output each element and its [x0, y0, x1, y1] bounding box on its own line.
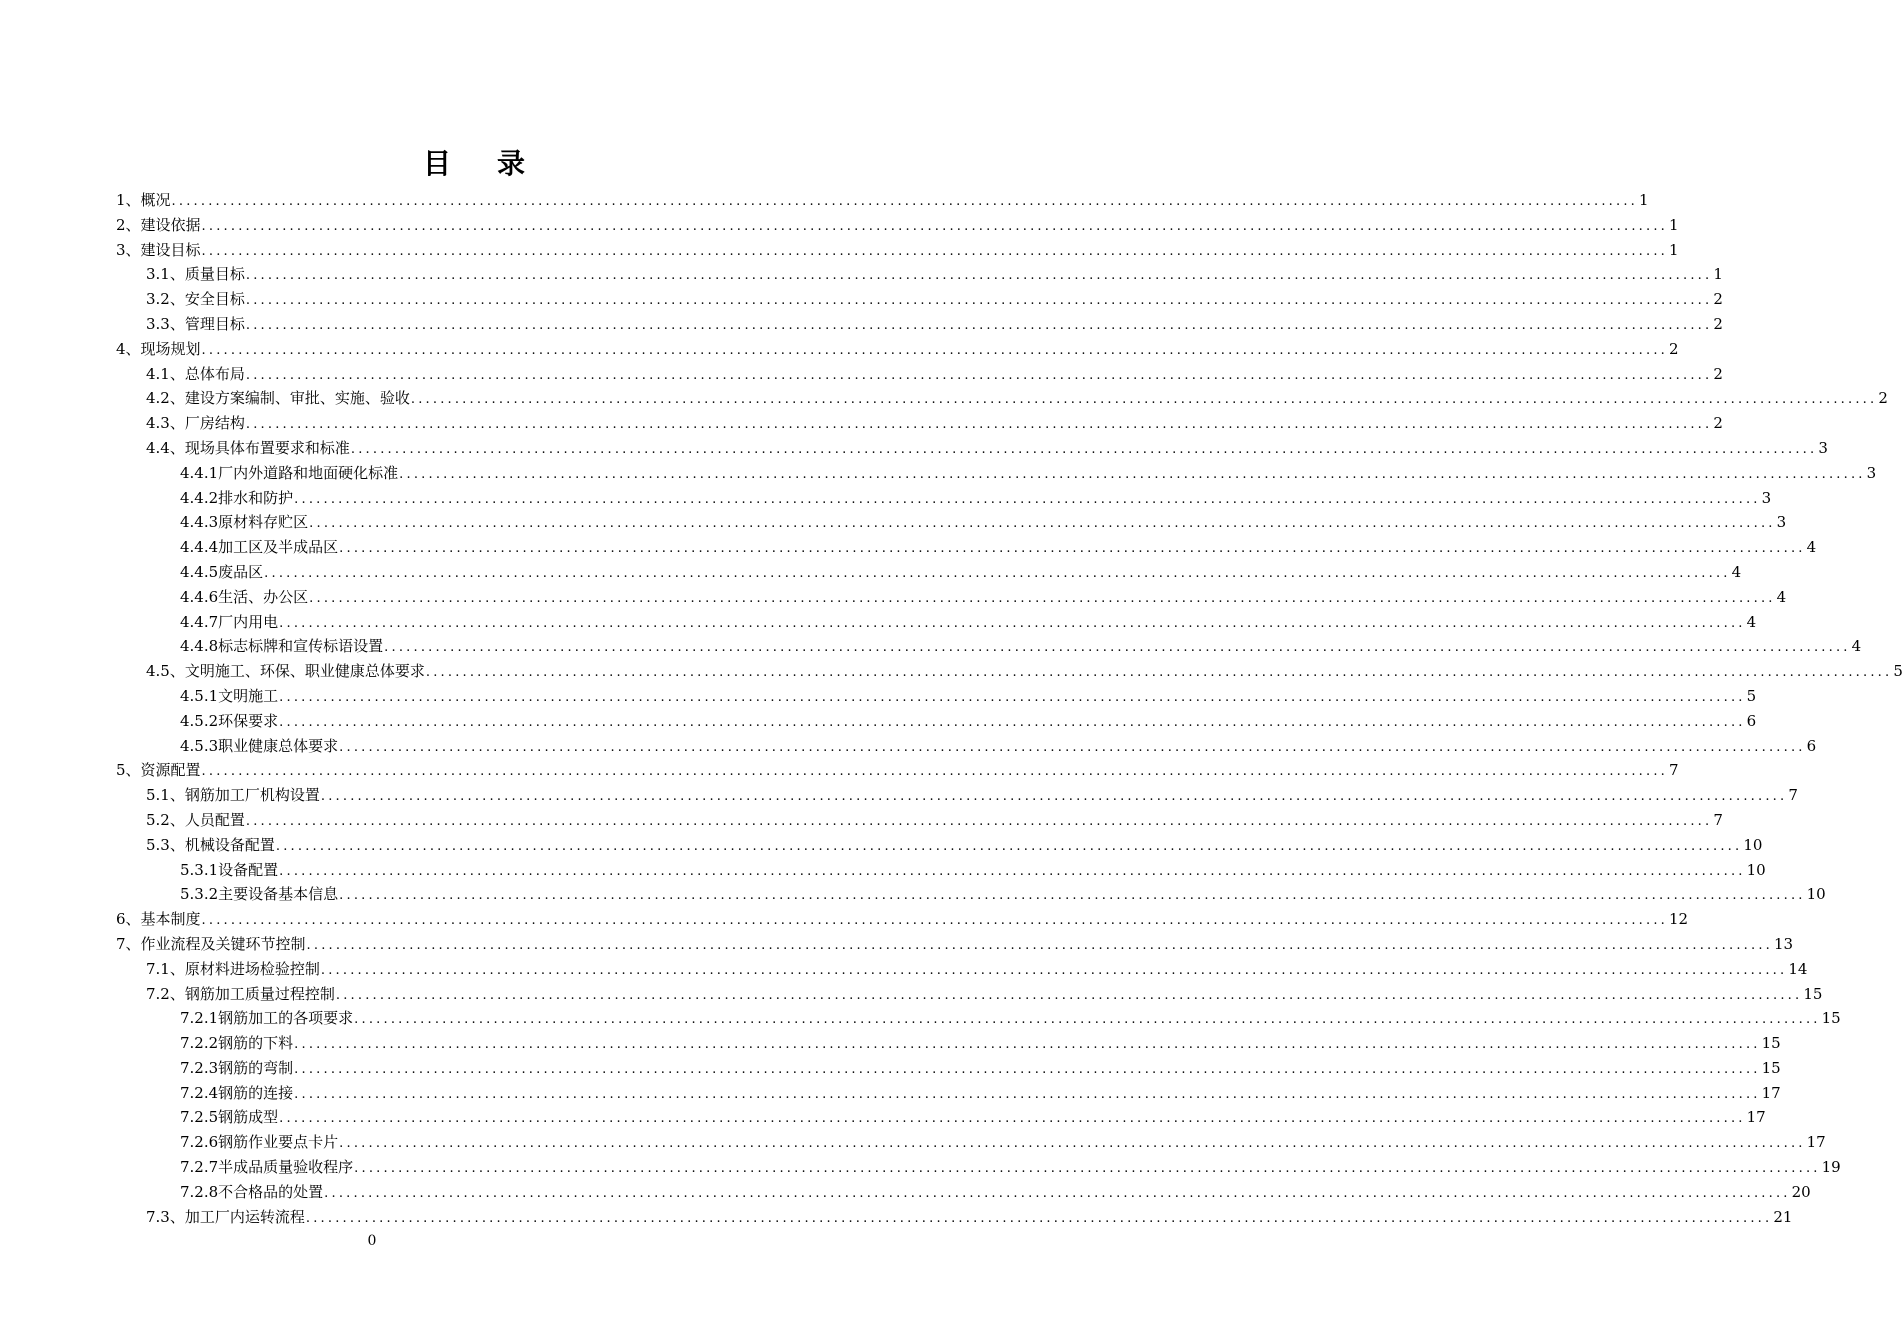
toc-entry-page: 2	[1878, 389, 1888, 408]
toc-entry-label: 2、建设依据	[116, 215, 201, 234]
toc-entry-label: 5、资源配置	[116, 761, 201, 780]
toc-entry-label: 4.4、现场具体布置要求和标准	[146, 438, 350, 457]
toc-entry-page: 7	[1713, 810, 1723, 829]
toc-dot-leader: ........................................................................................................................................................................................................	[339, 739, 1806, 755]
toc-entry-label: 3.3、管理目标	[146, 314, 245, 333]
toc-entry-label: 7.2.4钢筋的连接	[180, 1083, 294, 1102]
toc-entry[interactable]	[116, 238, 1679, 263]
toc-entry-label: 4.2、建设方案编制、审批、实施、验收	[146, 389, 410, 408]
toc-entry[interactable]	[116, 907, 1689, 932]
toc-entry-label: 4、现场规划	[116, 339, 201, 358]
toc-entry-label: 4.4.1厂内外道路和地面硬化标准	[180, 463, 399, 482]
toc-dot-leader: ........................................................................................................................................................................................................	[320, 962, 1788, 978]
toc-entry[interactable]	[116, 659, 1903, 684]
toc-entry-page: 15	[1821, 1009, 1841, 1028]
toc-entry[interactable]	[116, 684, 1757, 709]
toc-entry[interactable]	[116, 560, 1742, 585]
toc-entry-page: 6	[1746, 711, 1757, 730]
toc-entry-label: 7.2、钢筋加工质量过程控制	[146, 984, 335, 1003]
toc-entry-page: 15	[1803, 984, 1823, 1003]
toc-dot-leader: ........................................................................................................................................................................................................	[264, 565, 1731, 581]
toc-dot-leader: ........................................................................................................................................................................................................	[201, 342, 1669, 358]
toc-entry-page: 7	[1788, 786, 1798, 805]
toc-entry-label: 4.1、总体布局	[146, 364, 245, 383]
toc-entry[interactable]	[116, 510, 1787, 535]
toc-entry[interactable]	[116, 585, 1787, 610]
toc-entry-label: 4.3、厂房结构	[146, 414, 245, 433]
toc-dot-leader: ........................................................................................................................................................................................................	[245, 813, 1713, 829]
toc-entry-page: 17	[1806, 1133, 1826, 1152]
table-of-contents	[116, 188, 1903, 1229]
toc-entry-label: 5.1、钢筋加工厂机构设置	[146, 786, 320, 805]
toc-entry[interactable]	[116, 783, 1798, 808]
toc-entry-label: 3.2、安全目标	[146, 290, 245, 309]
toc-entry-page: 21	[1773, 1207, 1793, 1226]
toc-dot-leader: ........................................................................................................................................................................................................	[294, 1086, 1761, 1102]
toc-dot-leader: ........................................................................................................................................................................................................	[275, 838, 1743, 854]
page-title	[0, 146, 950, 182]
toc-entry-page: 17	[1746, 1108, 1766, 1127]
toc-entry[interactable]	[116, 833, 1763, 858]
toc-entry-label: 4.5.3职业健康总体要求	[180, 736, 339, 755]
toc-entry-label: 7.2.3钢筋的弯制	[180, 1058, 294, 1077]
toc-dot-leader: ........................................................................................................................................................................................................	[339, 541, 1806, 557]
toc-entry-label: 7.3、加工厂内运转流程	[146, 1207, 305, 1226]
title-char-right: 录	[497, 147, 528, 180]
toc-dot-leader: ........................................................................................................................................................................................................	[245, 417, 1713, 433]
toc-entry[interactable]	[116, 758, 1679, 783]
toc-dot-leader: ........................................................................................................................................................................................................	[294, 491, 1761, 507]
toc-entry-page: 10	[1746, 860, 1766, 879]
toc-dot-leader: ........................................................................................................................................................................................................	[324, 1185, 1791, 1201]
toc-entry[interactable]	[116, 1031, 1781, 1056]
toc-entry-page: 17	[1761, 1083, 1781, 1102]
toc-dot-leader: ........................................................................................................................................................................................................	[201, 913, 1669, 929]
toc-entry[interactable]	[116, 1130, 1826, 1155]
toc-entry-page: 10	[1743, 835, 1763, 854]
toc-entry-label: 4.4.5废品区	[180, 562, 264, 581]
toc-entry-label: 7.1、原材料进场检验控制	[146, 959, 320, 978]
toc-entry-page: 6	[1806, 736, 1817, 755]
toc-entry-page: 3	[1866, 463, 1877, 482]
toc-entry-page: 3	[1776, 513, 1787, 532]
toc-entry[interactable]	[116, 188, 1649, 213]
toc-dot-leader: ........................................................................................................................................................................................................	[279, 615, 1746, 631]
toc-dot-leader: ........................................................................................................................................................................................................	[245, 367, 1713, 383]
toc-entry-page: 13	[1774, 934, 1794, 953]
toc-entry-label: 4.4.7厂内用电	[180, 612, 279, 631]
toc-entry[interactable]	[116, 262, 1723, 287]
toc-dot-leader: ........................................................................................................................................................................................................	[320, 789, 1788, 805]
toc-entry-label: 7.2.8不合格品的处置	[180, 1182, 324, 1201]
toc-dot-leader: ........................................................................................................................................................................................................	[305, 1210, 1773, 1226]
toc-entry-page: 5	[1893, 662, 1903, 681]
toc-entry-label: 5.2、人员配置	[146, 810, 245, 829]
toc-dot-leader: ........................................................................................................................................................................................................	[171, 194, 1639, 209]
toc-entry-page: 2	[1713, 314, 1723, 333]
toc-entry[interactable]	[116, 287, 1723, 312]
toc-entry-label: 4.4.3原材料存贮区	[180, 513, 309, 532]
toc-entry-page: 4	[1776, 587, 1787, 606]
toc-entry-page: 1	[1713, 265, 1723, 284]
toc-entry[interactable]	[116, 337, 1679, 362]
toc-entry-label: 5.3.2主要设备基本信息	[180, 885, 339, 904]
toc-entry-label: 3.1、质量目标	[146, 265, 245, 284]
toc-entry[interactable]	[116, 1180, 1811, 1205]
toc-entry[interactable]	[116, 535, 1817, 560]
toc-entry-label: 7、作业流程及关键环节控制	[116, 934, 306, 953]
toc-entry-page: 19	[1821, 1158, 1841, 1177]
toc-dot-leader: ........................................................................................................................................................................................................	[425, 665, 1893, 681]
toc-dot-leader: ........................................................................................................................................................................................................	[309, 516, 1776, 532]
title-char-left: 目	[422, 147, 453, 180]
toc-entry-label: 4.4.8标志标牌和宣传标语设置	[180, 637, 384, 656]
toc-entry-page: 20	[1791, 1182, 1811, 1201]
toc-entry[interactable]	[116, 808, 1723, 833]
toc-entry[interactable]	[116, 858, 1766, 883]
toc-dot-leader: ........................................................................................................................................................................................................	[339, 888, 1806, 904]
toc-entry[interactable]	[116, 932, 1794, 957]
toc-dot-leader: ........................................................................................................................................................................................................	[309, 590, 1776, 606]
toc-entry[interactable]	[116, 461, 1877, 486]
toc-entry-label: 4.5.1文明施工	[180, 686, 279, 705]
toc-entry-page: 2	[1669, 339, 1679, 358]
toc-entry[interactable]	[116, 734, 1817, 759]
toc-entry[interactable]	[116, 1006, 1841, 1031]
toc-dot-leader: ........................................................................................................................................................................................................	[245, 293, 1713, 309]
toc-dot-leader: ........................................................................................................................................................................................................	[201, 764, 1669, 780]
toc-entry[interactable]	[116, 957, 1808, 982]
toc-entry-page: 4	[1731, 562, 1742, 581]
toc-entry[interactable]	[116, 386, 1888, 411]
toc-entry-page: 1	[1639, 191, 1649, 209]
toc-entry-page: 2	[1713, 414, 1723, 433]
toc-entry-page: 4	[1746, 612, 1757, 631]
toc-dot-leader: ........................................................................................................................................................................................................	[279, 1111, 1746, 1127]
toc-entry-page: 10	[1806, 885, 1826, 904]
toc-dot-leader: ........................................................................................................................................................................................................	[384, 640, 1851, 656]
toc-entry-label: 4.4.6生活、办公区	[180, 587, 309, 606]
toc-dot-leader: ........................................................................................................................................................................................................	[335, 987, 1803, 1003]
toc-dot-leader: ........................................................................................................................................................................................................	[279, 689, 1746, 705]
toc-dot-leader: ........................................................................................................................................................................................................	[339, 1136, 1806, 1152]
toc-entry-label: 7.2.7半成品质量验收程序	[180, 1158, 354, 1177]
toc-entry-label: 4.5、文明施工、环保、职业健康总体要求	[146, 662, 425, 681]
toc-entry-page: 12	[1669, 910, 1689, 929]
toc-dot-leader: ........................................................................................................................................................................................................	[294, 1037, 1761, 1053]
toc-entry-label: 4.4.4加工区及半成品区	[180, 538, 339, 557]
toc-entry-page: 1	[1669, 240, 1679, 259]
toc-entry[interactable]	[116, 486, 1772, 511]
toc-entry-label: 1、概况	[116, 191, 171, 209]
toc-entry[interactable]	[116, 882, 1826, 907]
toc-entry-page: 5	[1746, 686, 1757, 705]
toc-dot-leader: ........................................................................................................................................................................................................	[279, 714, 1746, 730]
toc-entry-label: 7.2.5钢筋成型	[180, 1108, 279, 1127]
toc-dot-leader: ........................................................................................................................................................................................................	[201, 243, 1669, 259]
toc-entry-label: 7.2.2钢筋的下料	[180, 1034, 294, 1053]
toc-entry[interactable]	[116, 411, 1723, 436]
toc-entry[interactable]	[116, 362, 1723, 387]
toc-entry[interactable]	[116, 709, 1757, 734]
toc-entry-page: 1	[1669, 215, 1679, 234]
toc-entry-label: 6、基本制度	[116, 910, 201, 929]
toc-entry-page: 15	[1761, 1034, 1781, 1053]
toc-entry-label: 7.2.6钢筋作业要点卡片	[180, 1133, 339, 1152]
toc-entry[interactable]	[116, 1155, 1841, 1180]
toc-dot-leader: ........................................................................................................................................................................................................	[245, 317, 1713, 333]
toc-entry-page: 2	[1713, 290, 1723, 309]
toc-entry[interactable]	[116, 312, 1723, 337]
toc-dot-leader: ........................................................................................................................................................................................................	[354, 1161, 1821, 1177]
toc-entry-page: 2	[1713, 364, 1723, 383]
toc-entry-label: 4.5.2环保要求	[180, 711, 279, 730]
toc-dot-leader: ........................................................................................................................................................................................................	[410, 392, 1878, 408]
toc-entry-page: 4	[1806, 538, 1817, 557]
toc-dot-leader: ........................................................................................................................................................................................................	[245, 268, 1713, 284]
toc-dot-leader: ........................................................................................................................................................................................................	[201, 218, 1669, 234]
toc-entry-page: 7	[1669, 761, 1679, 780]
toc-entry[interactable]	[116, 213, 1679, 238]
toc-entry-label: 5.3.1设备配置	[180, 860, 279, 879]
toc-entry[interactable]	[116, 1105, 1766, 1130]
toc-entry[interactable]	[116, 982, 1823, 1007]
toc-entry-label: 7.2.1钢筋加工的各项要求	[180, 1009, 354, 1028]
toc-dot-leader: ........................................................................................................................................................................................................	[294, 1061, 1761, 1077]
toc-entry[interactable]	[116, 1205, 1793, 1230]
toc-entry[interactable]	[116, 634, 1862, 659]
toc-entry-page: 4	[1851, 637, 1862, 656]
toc-entry-label: 3、建设目标	[116, 240, 201, 259]
toc-dot-leader: ........................................................................................................................................................................................................	[399, 466, 1866, 482]
toc-dot-leader: ........................................................................................................................................................................................................	[306, 937, 1774, 953]
toc-entry-page: 14	[1788, 959, 1808, 978]
toc-dot-leader: ........................................................................................................................................................................................................	[279, 863, 1746, 879]
toc-entry[interactable]	[116, 436, 1828, 461]
toc-entry-page: 15	[1761, 1058, 1781, 1077]
toc-entry-label: 5.3、机械设备配置	[146, 835, 275, 854]
toc-entry-page: 3	[1818, 438, 1828, 457]
toc-entry[interactable]	[116, 1056, 1781, 1081]
toc-entry-label: 4.4.2排水和防护	[180, 488, 294, 507]
toc-entry[interactable]	[116, 610, 1757, 635]
toc-entry[interactable]	[116, 1081, 1781, 1106]
toc-dot-leader: ........................................................................................................................................................................................................	[350, 441, 1818, 457]
page-number: 0	[367, 1233, 377, 1249]
toc-entry-page: 3	[1761, 488, 1772, 507]
toc-dot-leader: ........................................................................................................................................................................................................	[354, 1012, 1821, 1028]
